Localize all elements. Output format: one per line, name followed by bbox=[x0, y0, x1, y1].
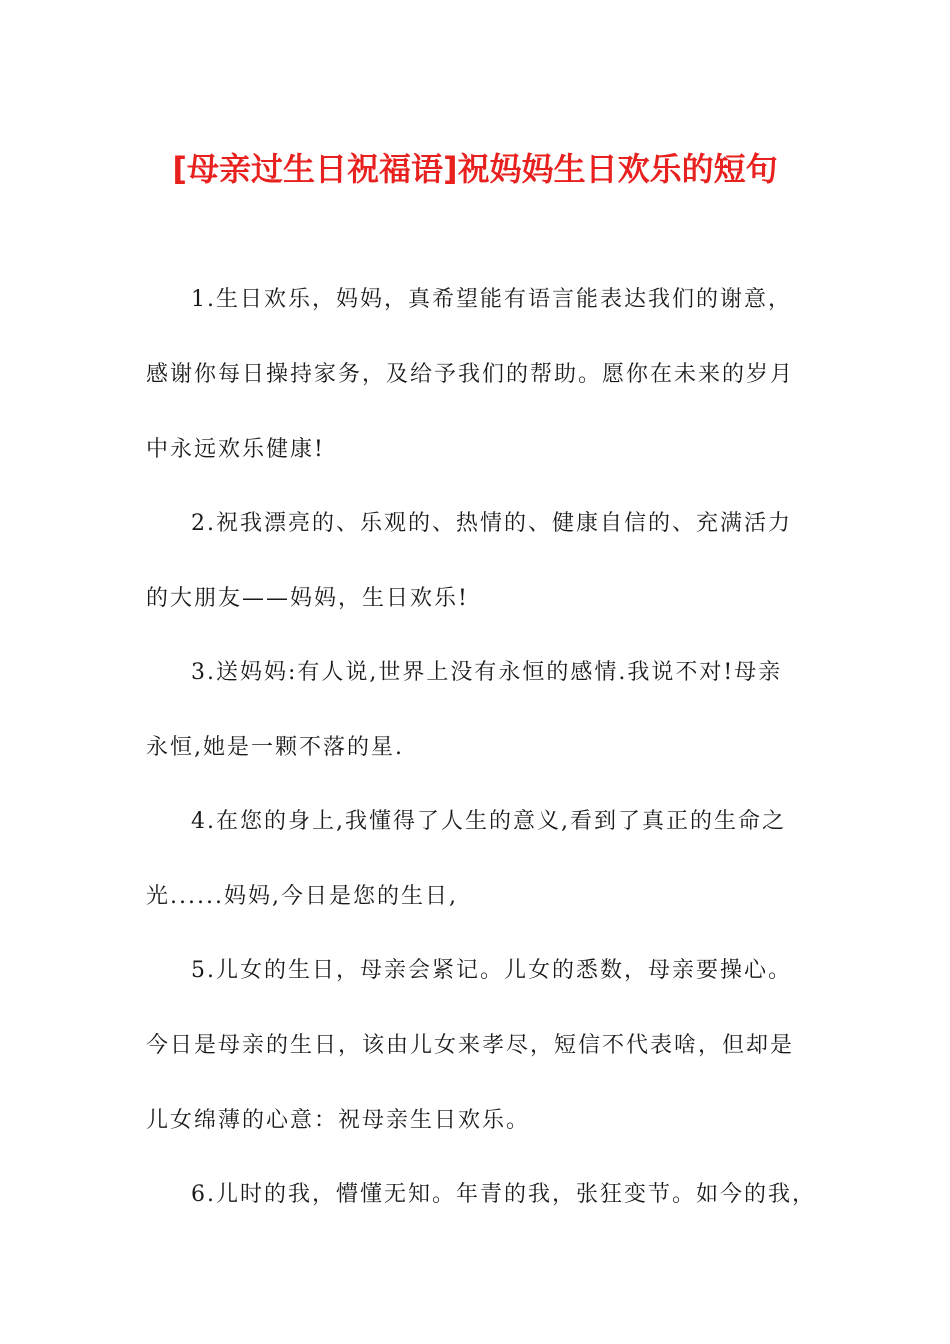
paragraph-line: 6.儿时的我，懵懂无知。年青的我，张狂变节。如今的我， bbox=[191, 1182, 816, 1207]
paragraph-line: 感谢你每日操持家务，及给予我们的帮助。愿你在未来的岁月 bbox=[146, 362, 795, 387]
paragraph-line: 2.祝我漂亮的、乐观的、热情的、健康自信的、充满活力 bbox=[191, 511, 792, 536]
document-title: [母亲过生日祝福语]祝妈妈生日欢乐的短句 bbox=[172, 150, 778, 188]
paragraph-line: 1.生日欢乐，妈妈，真希望能有语言能表达我们的谢意， bbox=[191, 287, 792, 312]
paragraph-line: 儿女绵薄的心意：祝母亲生日欢乐。 bbox=[146, 1108, 531, 1133]
paragraph-line: 今日是母亲的生日，该由儿女来孝尽，短信不代表啥，但却是 bbox=[146, 1033, 795, 1058]
paragraph-line: 4.在您的身上,我懂得了人生的意义,看到了真正的生命之 bbox=[191, 809, 786, 834]
paragraph-line: 中永远欢乐健康! bbox=[146, 437, 325, 462]
paragraph-line: 5.儿女的生日，母亲会紧记。儿女的悉数，母亲要操心。 bbox=[191, 958, 792, 983]
paragraph-line: 光......妈妈,今日是您的生日, bbox=[146, 884, 458, 909]
paragraph-line: 永恒,她是一颗不落的星. bbox=[146, 735, 404, 760]
paragraph-line: 3.送妈妈:有人说,世界上没有永恒的感情.我说不对!母亲 bbox=[191, 660, 783, 685]
paragraph-line: 的大朋友——妈妈，生日欢乐! bbox=[146, 586, 469, 611]
